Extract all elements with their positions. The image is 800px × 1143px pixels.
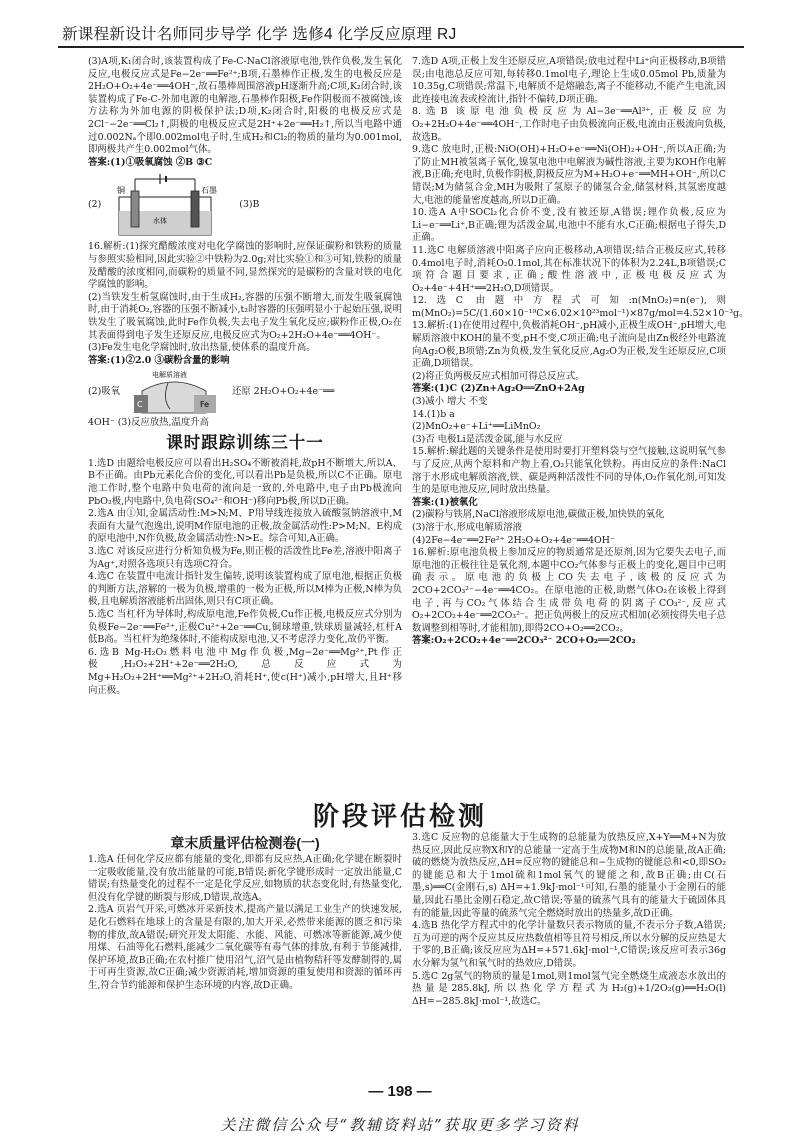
figure-corrosion: [88, 369, 402, 415]
q11: 11.选C 电解质溶液中阳离子应向正极移动,A项错误;结合正极反应式,转移0.4mol电子时,消耗O₂0.1mol,其在标准状况下的体积为2.24L,B项错误;C项符合题目要求,正确;酸性溶液中,正极电极反应式为O₂+4e⁻+4H⁺══2H₂O,D项错误。: [412, 244, 726, 294]
q9: 9.选C 放电时,正极:NiO(OH)+H₂O+e⁻══Ni(OH)₂+OH⁻,所以A正确;为了防止MH被氢离子氧化,镍氢电池中电解液为碱性溶液,主要为KOH作电解液,B正确;充电时,负极作阴极,阴极反应为M+H₂O+e⁻══MH+OH⁻,所以C错误;M为储氢合金,MH为吸附了氢原子的储氢合金,储氢材料,其氢密度越大,电池的能量密度越高,所以D正确。: [412, 144, 726, 206]
q2: 2.选A 由①知,金属活动性:M>N;M、P用导线连接放入硫酸氢钠溶液中,M表面有大量气泡逸出,说明M作原电池的正极,故金属活动性:P>M;N、E构成的原电池中,N作负极,故金属活动性:N>E。综合可知,A正确。: [88, 508, 402, 545]
q4: 4.选C 在装置中电流计指针发生偏转,说明该装置构成了原电池,根据正负极的判断方法,溶解的一极为负极,增重的一极为正极,所以M棒为正极,N棒为负极,且电解质溶液能析出固体,则只有C项正确。: [88, 571, 402, 608]
chapter-test-title: 章末质量评估检测卷(一): [170, 835, 320, 851]
stage-assessment-title: 阶段评估检测: [312, 801, 487, 831]
answer-15-explanation: (3)A项,K₁闭合时,该装置构成了Fe-C-NaCl溶液原电池,铁作负极,发生氧化反应,电极反应式是Fe−2e⁻══Fe²⁺;B项,石墨棒作正极,发生的电极反应是2H₂O+O₂+4e⁻══4OH⁻,故石墨棒周围溶液pH逐渐升高;C项,K₂闭合时,该装置构成了Fe-C-外加电源的电解池,石墨棒作阳极,Fe作阴极而不被腐蚀,该方法称为外加电源的阴极保护法;D项,K₂闭合时,阳极的电极反应式是2Cl⁻−2e⁻══Cl₂↑,阴极的电极反应式是2H⁺+2e⁻══H₂↑,所以当电路中通过0.002Nₐ个即0.002mol电子时,生成H₂和Cl₂的物质的量均为0.001mol,即两极共产生0.002mol气体。: [88, 56, 402, 156]
figure-label-2: (2): [88, 199, 102, 211]
q13: 13.解析:(1)在使用过程中,负极消耗OH⁻,pH减小,正极生成OH⁻,pH增大,电解质溶液中KOH的量不变,pH不变,C项正确;电子流向是由Zn极经外电路流向Ag₂O极,B项错;Zn为负极,发生氧化反应,Ag₂O为正极,发生还原反应,C项正确,D项错误。: [412, 320, 726, 370]
q10: 10.选A A中SOCl₂化合价不变,没有被还原,A错误;锂作负极,反应为Li−e⁻══Li⁺,B正确;锂为活泼金属,电池中不能有水,C正确;根据电子得失,D正确。: [412, 207, 726, 244]
q12: 12.选C 由题中方程式可知:n(MnO₂)=n(e⁻),则m(MnO₂)=5C/(1.60×10⁻¹⁹C×6.02×10²³mol⁻¹)×87g/mol=4.52×10⁻³g。: [412, 295, 749, 319]
answer-16a: 答案:(1)②2.0 ③碳粉含量的影响: [88, 354, 230, 366]
left-column-top: [88, 56, 402, 697]
right-column-bottom: [412, 832, 726, 1008]
test-q2: 2.选A 页岩气开采,可燃冰开采新技术,提高产量以满足工业生产的快速发展,是化石燃料在地球上的含量是有限的,加大开采,必然带来能源的匮乏和污染物的排放,故A错误;研究开发太阳能、水能、风能、可燃冰等新能源,减少使用煤、石油等化石燃料,能减少二氧化碳等有毒气体的排放,有利于节能减排,保护环境,故B正确;在农村推广使用沼气,沼气是由植物秸秆等发酵制得的,属于可再生资源,故C正确;减少资源消耗,增加资源的重复使用和资源的循环再生,符合节约能源和保护生态环境的内容,故D正确。: [88, 904, 402, 991]
section-title: 课时跟踪训练三十一: [166, 433, 324, 452]
test-q4: 4.选B 热化学方程式中的化学计量数只表示物质的量,不表示分子数,A错误;互为可逆的两个反应其反应热数值相等且符号相反,所以水分解的反应热是大于零的,B正确;该反应应为ΔH=+571.6kJ·mol⁻¹,C错误;该反应可表示36g水分解为氢气和氧气时的热效应,D错误。: [412, 920, 726, 969]
left-column-bottom: [88, 854, 402, 993]
test-q5: 5.选C 2g氢气的物质的量是1mol,则1mol氢气完全燃烧生成液态水放出的热量是285.8kJ,所以热化学方程式为H₂(g)+1/2O₂(g)══H₂O(l) ΔH=−285.8kJ·mol⁻¹,故选C。: [412, 970, 726, 1007]
q1: 1.选D 由题给电极反应可以看出H₂SO₄不断被消耗,故pH不断增大,所以A、B不正确。由Pb元素化合价的变化,可以看出Pb是负极,所以C不正确。原电池工作时,整个电路中负电荷的流向是一致的,外电路中,电子由Pb极流向PbO₂极,内电路中,负电荷(SO₄²⁻和OH⁻)移向Pb极,所以D正确。: [88, 457, 402, 507]
answer-15a: 答案:(1)被氧化: [412, 496, 478, 508]
answer-15c: (3)溶于水,形成电解质溶液: [412, 521, 523, 533]
water-label: 水体: [153, 217, 168, 226]
header-rule: [58, 46, 744, 48]
copper-label: 铜: [117, 186, 126, 196]
answer-13c: (3)减小 增大 不变: [412, 396, 488, 408]
q14c: (3)否 电极Li是活泼金属,能与水反应: [412, 433, 563, 445]
q14: 14.(1)b a: [412, 408, 455, 420]
figure-label-3: (3)B: [239, 199, 260, 211]
test-q1: 1.选A 任何化学反应都有能量的变化,即都有反应热,A正确;化学键在断裂时一定吸收能量,没有放出能量的可能,B错误;新化学键形成时一定放出能量,C错误;有热量变化的过程不一定是化学反应,如物质的状态变化时,有热量变化,但没有化学键的断裂与形成,D错误,故选A。: [88, 854, 402, 903]
page-header: 新课程新设计名师同步导学 化学 选修4 化学反应原理 RJ: [62, 26, 457, 43]
q3: 3.选C 对该反应进行分析知负极为Fe,则正极的活泼性比Fe差,溶液中阳离子为Ag⁺,对照各选项只有选项C符合。: [88, 546, 402, 570]
page-number: — 198 —: [368, 1083, 432, 1100]
graphite-label: 石墨: [201, 186, 218, 196]
q16-explanation-3: (3)Fe发生电化学腐蚀时,放出热量,使体系的温度升高。: [88, 342, 316, 354]
answer-16-right: 答案:O₂+2CO₂+4e⁻══2CO₃²⁻ 2CO+O₂══2CO₂: [412, 635, 636, 647]
q15: 15.解析:解此题的关键条件是使用时要打开塑料袋与空气接触,这说明氧气参与了反应,从两个原料和产物上看,O₂只能氧化铁粉。再由反应的条件:NaCl溶于水形成电解质溶液,铁、碳是两种活泼性不同的导体,O₂作氧化剂,可知发生的是原电池反应,同时放出热量。: [412, 446, 726, 496]
answer-15d: (4)2Fe−4e⁻══2Fe²⁺ 2H₂O+O₂+4e⁻══4OH⁻: [412, 534, 615, 546]
answer-15: 答案:(1)①吸氧腐蚀 ②B ③C: [88, 156, 213, 168]
electrolysis-diagram: [105, 171, 225, 239]
q16-right: 16.解析:原电池负极上参加反应的物质通常是还原剂,因为它要失去电子,而原电池的正极往往是氧化剂,本题中CO₂气体参与正极上的变化,题目中已明确表示。原电池的负极上CO失去电子,该极的反应式为2CO+2CO₃²⁻−4e⁻══4CO₂。在原电池的正极,助燃气体O₂在该极上得到电子,再与CO₂气体结合生成带负电荷的阴离子CO₃²⁻,反应式O₂+2CO₂+4e⁻══2CO₃²⁻。把正负两极上的反应式相加(必须按得失电子总数调整到相等时,才能相加),即得2CO+O₂══2CO₂。: [412, 547, 726, 634]
q13b: (2)将正负两极反应式相加可得总反应式。: [412, 370, 585, 382]
footer-note: 关注微信公众号“教辅资料站”获取更多学习资料: [220, 1116, 580, 1134]
q14b: (2)MnO₂+e⁻+Li⁺══LiMnO₂: [412, 421, 541, 433]
answer-15b: (2)碳粉与铁屑,NaCl溶液形成原电池,碳做正极,加快铁的氧化: [412, 509, 665, 521]
figure-electrolysis: [88, 171, 402, 239]
right-column-top: [412, 56, 749, 648]
q6: 6.选B Mg-H₂O₂燃料电池中Mg作负极,Mg−2e⁻══Mg²⁺,Pt作正极,H₂O₂+2H⁺+2e⁻══2H₂O,总反应式为Mg+H₂O₂+2H⁺══Mg²⁺+2H₂O,消耗H⁺,使c(H⁺)减小,pH增大,且H⁺移向正极。: [88, 646, 402, 696]
answer-16b-part1: (2)吸氧: [88, 385, 121, 397]
test-q3: 3.选C 反应物的总能量大于生成物的总能量为放热反应,X+Y══M+N为放热反应,因此反应物X和Y的总能量一定高于生成物M和N的总能量,故A正确;破的燃烧为放热反应,ΔH=反应物的键能总和−生成物的键能总和<0,即SO₂的键能总和大于1mol硫和1mol氧气的键能之和,故B正确;由C(石墨,s)══C(金刚石,s) ΔH=+1.9kJ·mol⁻¹可知,石墨的能量小于金刚石的能量,因此石墨比金刚石稳定,故C错误;等量的硫蒸气具有的能量大于硫固体具有的能量,因此等量的硫蒸气完全燃烧时放出的热量多,故D正确。: [412, 832, 726, 919]
corrosion-diagram: [124, 369, 224, 415]
electrolyte-label: 电解质溶液: [152, 371, 188, 380]
q5: 5.选C 当杠杆为导体时,构成原电池,Fe作负极,Cu作正极,电极反应式分别为负极Fe−2e⁻══Fe²⁺,正极Cu²⁺+2e⁻══Cu,铜球增重,铁球质量减轻,杠杆A低B高。当杠杆为绝缘体时,不能构成原电池,又不考虑浮力变化,故仍平衡。: [88, 609, 402, 646]
q16-explanation-2: (2)当铁发生析氢腐蚀时,由于生成H₂,容器的压强不断增大,而发生吸氧腐蚀时,由于消耗O₂,容器的压强不断减小,t₂时容器的压强明显小于起始压强,说明铁发生了吸氧腐蚀,此时Fe作负极,失去电子发生氧化反应;碳粉作正极,O₂在其表面得到电子发生还原反应,电极反应式为O₂+2H₂O+4e⁻══4OH⁻。: [88, 291, 402, 341]
carbon-label: C: [137, 400, 143, 410]
q16-explanation-1: 16.解析:(1)探究醋酸浓度对电化学腐蚀的影响时,应保证碳粉和铁粉的质量与参照实验相同,因此实验②中铁粉为2.0g;对比实验①和③可知,铁粉的质量及醋酸的浓度相同,而碳粉的质量不同,显然探究的是碳粉的含量对铁的电化学腐蚀的影响。: [88, 241, 402, 291]
answer-13: 答案:(1)C (2)Zn+Ag₂O══ZnO+2Ag: [412, 383, 585, 395]
iron-label: Fe: [200, 400, 210, 410]
answer-16b-part2: 还原 2H₂O+O₂+4e⁻══: [232, 385, 335, 397]
answer-16b-part3: 4OH⁻ (3)反应放热,温度升高: [88, 417, 210, 429]
q7: 7.选D A项,正极上发生还原反应,A项错误;放电过程中Li⁺向正极移动,B项错误;由电池总反应可知,每转移0.1mol电子,理论上生成0.05mol Pb,质量为10.35g,C项错误;常温下,电解质不是熔融态,离子不能移动,不能产生电流,因此连接电流表或检流计,指针不偏转,D项正确。: [412, 56, 726, 105]
q8: 8.选B 该原电池负极反应为Al−3e⁻══Al³⁺,正极反应为O₂+2H₂O+4e⁻══4OH⁻,工作时电子由负极流向正极,电流由正极流向负极,故选B。: [412, 106, 726, 143]
